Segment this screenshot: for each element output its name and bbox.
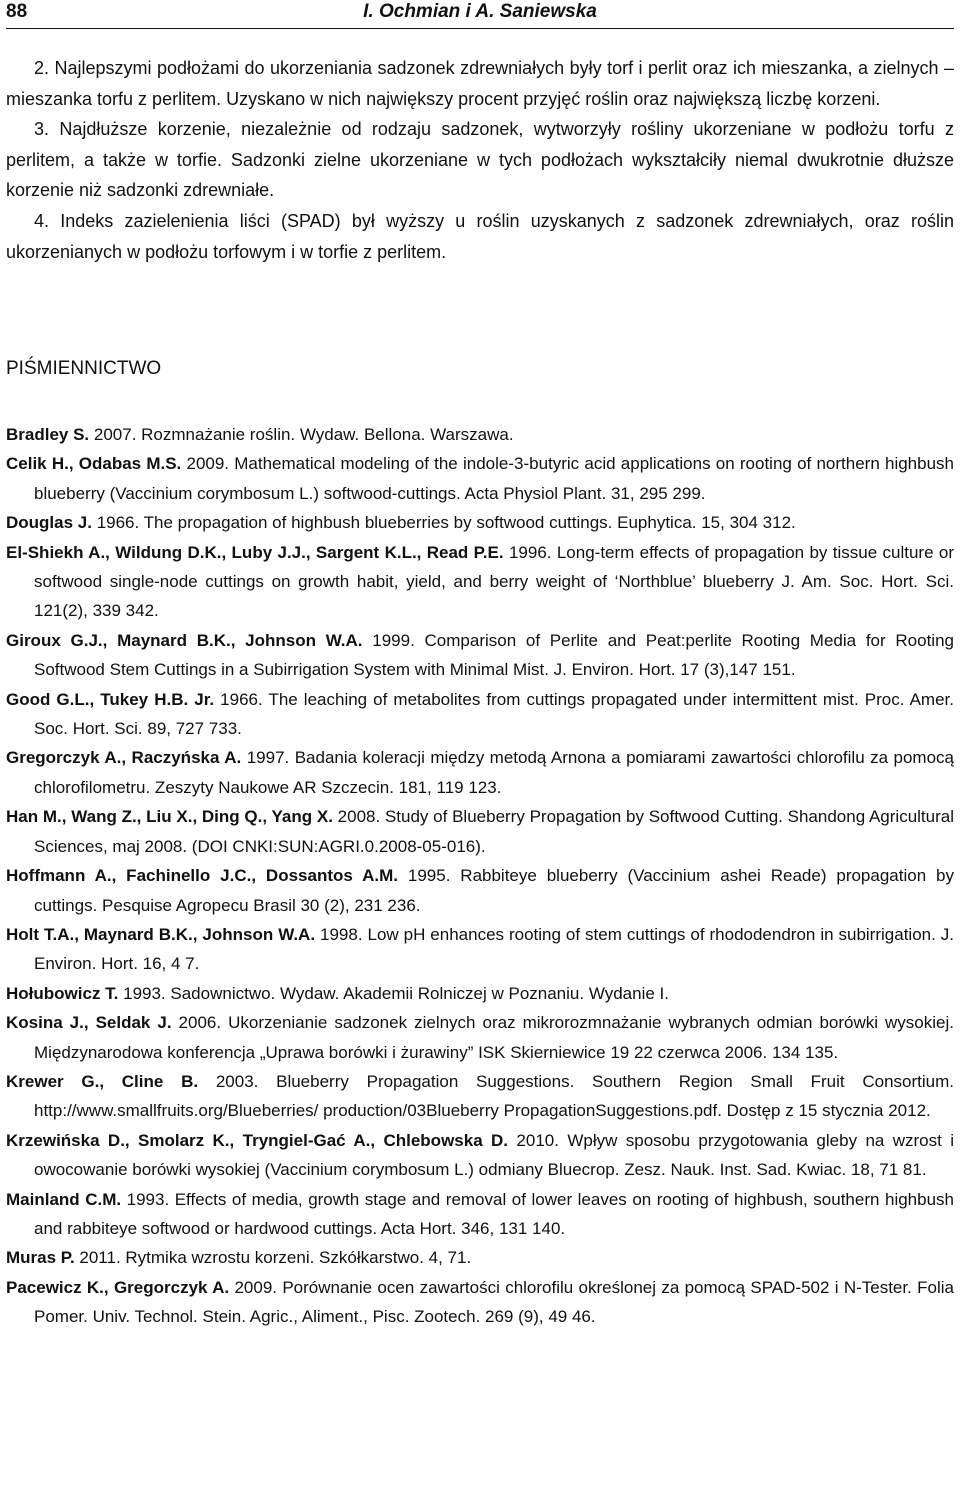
reference-authors: Krzewińska D., Smolarz K., Tryngiel-Gać A., Chlebowska D. xyxy=(6,1130,509,1150)
reference-item xyxy=(6,1067,954,1126)
reference-authors: Hołubowicz T. xyxy=(6,983,119,1003)
reference-authors: Pacewicz K., Gregorczyk A. xyxy=(6,1277,230,1297)
running-header xyxy=(6,0,954,29)
reference-authors: Bradley S. xyxy=(6,425,90,444)
reference-item xyxy=(6,1126,954,1185)
reference-item xyxy=(6,420,954,449)
reference-text: 1995. Rabbiteye blueberry (Vaccinium ashei Reade) propagation by cuttings. Pesquise Agropecu Brasil 30 (2), 231 236. xyxy=(34,866,954,915)
reference-text: 2003. Blueberry Propagation Suggestions. Southern Region Small Fruit Consortium. http://www.smallfruits.org/Blueberries/ production/03Blueberry PropagationSuggestions.pdf. Dostęp z 15 stycznia 2012. xyxy=(34,1071,955,1121)
reference-text: 1966. The propagation of highbush blueberries by softwood cuttings. Euphytica. 15, 304 312. xyxy=(91,513,796,533)
reference-item xyxy=(6,920,954,979)
reference-item xyxy=(6,685,954,744)
reference-authors: Muras P. xyxy=(6,1248,75,1268)
reference-item xyxy=(6,743,954,802)
running-authors: I. Ochmian i A. Saniewska xyxy=(363,1,597,22)
conclusion-paragraph: 2. Najlepszymi podłożami do ukorzeniania sadzonek zdrewniałych były torf i perlit oraz ich mieszanka, a zielnych – mieszanka torfu z perlitem. Uzyskano w nich największy procent przyjęć roślin oraz największą liczbę korzeni. xyxy=(6,58,954,109)
reference-item xyxy=(6,538,954,626)
reference-text: 1996. Long-term effects of propagation by tissue culture or softwood single-node cuttings on growth habit, yield, and berry weight of ‘Northblue’ blueberry J. Am. Soc. Hort. Sci. 121(2), 339 342. xyxy=(34,542,955,621)
reference-text: 2006. Ukorzenianie sadzonek zielnych oraz mikrorozmnażanie wybranych odmian borówki wysokiej. Międzynarodowa konferencja „Uprawa borówki i żurawiny” ISK Skierniewice 19 22 czerwca 2006. 134 135. xyxy=(34,1013,954,1062)
reference-text: 1997. Badania koleracji między metodą Arnona a pomiarami zawartości chlorofilu za pomocą chlorofilometru. Zeszyty Naukowe AR Szczecin. 181, 119 123. xyxy=(34,748,955,797)
section-title: PIŚMIENNICTWO xyxy=(6,358,162,379)
reference-item xyxy=(6,1008,954,1067)
reference-item xyxy=(6,449,954,508)
reference-text: 1998. Low pH enhances rooting of stem cuttings of rhododendron in subirrigation. J. Environ. Hort. 16, 4 7. xyxy=(34,924,955,974)
reference-item xyxy=(6,1273,954,1332)
reference-authors: Celik H., Odabas M.S. xyxy=(6,454,182,474)
conclusions xyxy=(6,53,954,267)
conclusion-paragraph: 3. Najdłuższe korzenie, niezależnie od rodzaju sadzonek, wytworzyły rośliny ukorzeniane w podłożu torfu z perlitem, a także w torfie. Sadzonki zielne ukorzeniane w tych podłożach wykształciły niemal dwukrotnie dłuższe korzenie niż sadzonki zdrewniałe. xyxy=(6,119,954,201)
reference-item xyxy=(6,979,954,1008)
reference-item xyxy=(6,802,954,861)
reference-authors: Good G.L., Tukey H.B. Jr. xyxy=(6,689,215,709)
reference-authors: Han M., Wang Z., Liu X., Ding Q., Yang X. xyxy=(6,807,333,827)
reference-authors: El-Shiekh A., Wildung D.K., Luby J.J., Sargent K.L., Read P.E. xyxy=(6,542,504,562)
reference-text: 2011. Rytmika wzrostu korzeni. Szkółkarstwo. 4, 71. xyxy=(74,1248,472,1268)
conclusion-paragraph: 4. Indeks zazielenienia liści (SPAD) był wyższy u roślin uzyskanych z sadzonek zdrewniałych, oraz roślin ukorzenianych w podłożu torfowym i w torfie z perlitem. xyxy=(6,210,954,262)
reference-text: 2009. Porównanie ocen zawartości chlorofilu określonej za pomocą SPAD-502 i N-Tester. Folia Pomer. Univ. Technol. Stein. Agric., Aliment., Pisc. Zootech. 269 (9), 49 46. xyxy=(34,1277,954,1327)
reference-authors: Douglas J. xyxy=(6,513,92,533)
reference-authors: Gregorczyk A., Raczyńska A. xyxy=(6,748,242,768)
reference-authors: Krewer G., Cline B. xyxy=(6,1071,199,1091)
reference-item xyxy=(6,861,954,920)
reference-item xyxy=(6,508,954,537)
reference-text: 1999. Comparison of Perlite and Peat:perlite Rooting Media for Rooting Softwood Stem Cuttings in a Subirrigation System with Minimal Mist. J. Environ. Hort. 17 (3),147 151. xyxy=(34,630,954,680)
reference-text: 1993. Sadownictwo. Wydaw. Akademii Rolniczej w Poznaniu. Wydanie I. xyxy=(118,983,669,1003)
reference-text: 1966. The leaching of metabolites from cuttings propagated under intermittent mist. Proc. Amer. Soc. Hort. Sci. 89, 727 733. xyxy=(34,689,954,739)
reference-text: 2009. Mathematical modeling of the indole-3-butyric acid applications on rooting of northern highbush blueberry (Vaccinium corymbosum L.) softwood-cuttings. Acta Physiol Plant. 31, 295 299. xyxy=(34,454,954,503)
reference-list xyxy=(6,420,954,1332)
reference-item xyxy=(6,626,954,685)
reference-text: 2007. Rozmnażanie roślin. Wydaw. Bellona. Warszawa. xyxy=(89,425,514,444)
reference-authors: Holt T.A., Maynard B.K., Johnson W.A. xyxy=(6,924,316,944)
reference-item xyxy=(6,1243,954,1272)
reference-item xyxy=(6,1185,954,1244)
reference-authors: Hoffmann A., Fachinello J.C., Dossantos A.M. xyxy=(6,866,398,886)
reference-text: 2008. Study of Blueberry Propagation by Softwood Cutting. Shandong Agricultural Sciences, maj 2008. (DOI CNKI:SUN:AGRI.0.2008-05-016). xyxy=(34,807,954,856)
reference-authors: Mainland C.M. xyxy=(6,1189,122,1209)
reference-text: 2010. Wpływ sposobu przygotowania gleby na wzrost i owocowanie borówki wysokiej (Vaccinium corymbosum L.) odmiany Bluecrop. Zesz. Nauk. Inst. Sad. Kwiac. 18, 71 81. xyxy=(34,1130,955,1180)
page-number: 88 xyxy=(6,1,28,22)
reference-text: 1993. Effects of media, growth stage and removal of lower leaves on rooting of highbush, southern highbush and rabbiteye softwood or hardwood cuttings. Acta Hort. 346, 131 140. xyxy=(34,1189,954,1238)
reference-authors: Giroux G.J., Maynard B.K., Johnson W.A. xyxy=(6,630,363,650)
reference-authors: Kosina J., Seldak J. xyxy=(6,1013,172,1033)
